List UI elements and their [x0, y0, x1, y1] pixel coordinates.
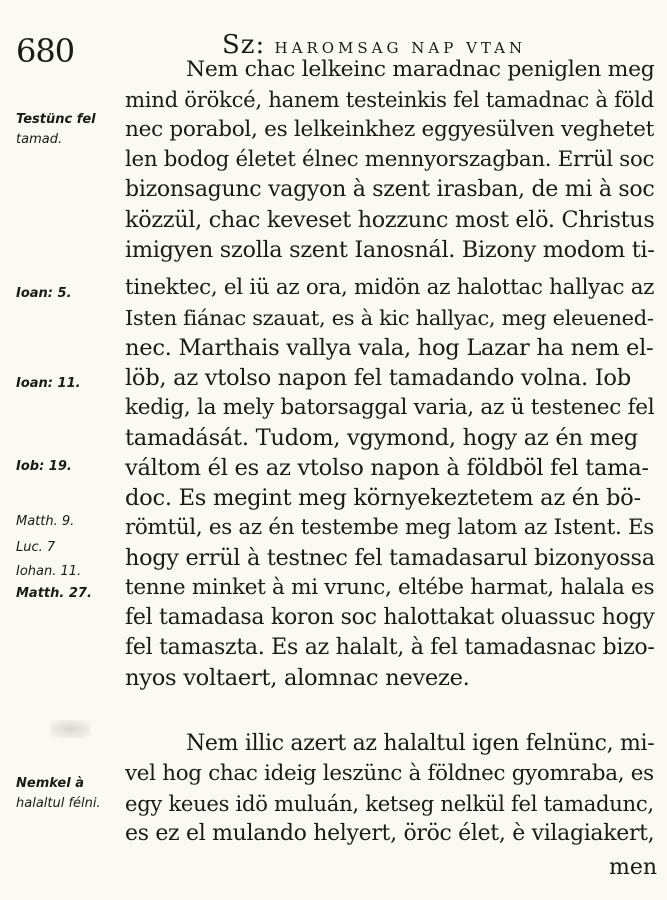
running-head-title: HAROMSAG NAP VTAN — [274, 39, 527, 57]
text-line: egy keues idö muluán, ketseg nelkül fel tamadunc, — [125, 791, 654, 816]
text-line: nyos voltaert, alomnac neveze. — [125, 665, 470, 691]
margin-note: tamad. — [16, 132, 63, 147]
text-line: vel hog chac ideig leszünc à földnec gyomraba, es — [125, 761, 654, 786]
text-line: tenne minket à mi vrunc, eltébe harmat, halala es — [125, 575, 655, 600]
text-line: löb, az vtolso napon fel tamadando volna. Iob — [125, 365, 631, 391]
margin-note: Nemkel à — [16, 776, 84, 791]
running-head-prefix: Sz: — [222, 30, 266, 60]
text-line: nec porabol, es lelkeinkhez eggyesülven veghetet — [125, 117, 655, 142]
text-line: fel tamaszta. Es az halalt, à fel tamadasnac bizo- — [125, 635, 655, 660]
margin-note: Matth. 9. — [16, 514, 75, 529]
text-line: hogy errül à testnec fel tamadasarul bizonyossa — [125, 545, 655, 571]
text-line: tamadását. Tudom, vgymond, hogy az én meg — [125, 425, 638, 451]
page-number: 680 — [16, 32, 75, 70]
margin-note: Ioan: 5. — [16, 286, 72, 301]
text-line: fel tamadasa koron soc halottakat oluassuc hogy — [125, 605, 655, 630]
margin-note: halaltul félni. — [16, 796, 101, 811]
text-line: közzül, chac keveset hozzunc most elö. Christus — [125, 207, 655, 233]
margin-note: Iob: 19. — [16, 459, 72, 474]
text-line: váltom él es az vtolso napon à földböl fel tama- — [125, 455, 649, 481]
text-line: Nem chac lelkeinc maradnac peniglen meg — [186, 57, 655, 82]
margin-note: Luc. 7 — [16, 540, 56, 555]
text-line: imigyen szolla szent Ianosnál. Bizony modom ti- — [125, 237, 655, 263]
text-line: len bodog életet élnec mennyorszagban. Errül soc — [125, 147, 655, 172]
text-line: tinektec, el iü az ora, midön az halottac hallyac az — [125, 275, 655, 300]
text-line: doc. Es megint meg környekeztetem az én bö- — [125, 485, 641, 511]
ink-smudge — [50, 720, 90, 738]
text-line: es ez el mulando helyert, öröc élet, è vilagiakert, — [125, 821, 655, 846]
margin-note: Testünc fel — [16, 112, 96, 127]
margin-note: Ioan: 11. — [16, 376, 81, 391]
margin-note: Matth. 27. — [16, 586, 92, 601]
text-line: Nem illic azert az halaltul igen felnünc, mi- — [186, 731, 655, 756]
text-line: kedig, la mely batorsaggal varia, az ü testenec fel — [125, 395, 655, 420]
text-line: nec. Marthais vallya vala, hog Lazar ha nem el- — [125, 335, 654, 361]
text-line: Isten fiánac szauat, es à kic hallyac, meg eleuened- — [125, 306, 654, 330]
catchword: men — [609, 855, 658, 880]
text-line: römtül, es az én testembe meg latom az Istent. Es — [125, 515, 654, 540]
margin-note: Iohan. 11. — [16, 564, 82, 579]
text-line: mind örökcé, hanem testeinkis fel tamadnac à föld — [125, 87, 654, 112]
text-line: bizonsagunc vagyon à szent irasban, de mi à soc — [125, 177, 655, 202]
